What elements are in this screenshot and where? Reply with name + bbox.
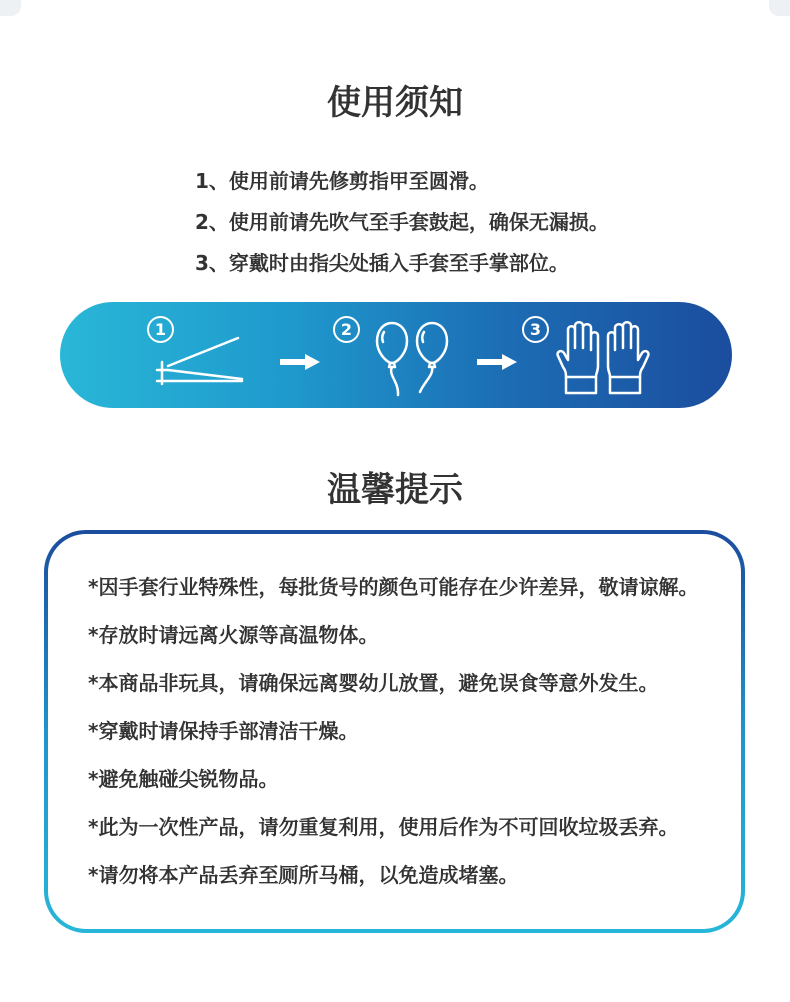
tips-box <box>44 530 745 933</box>
tip-item: *穿戴时请保持手部清洁干燥。 <box>88 719 359 743</box>
corner-decoration-right <box>769 0 790 16</box>
usage-item: 1、使用前请先修剪指甲至圆滑。 <box>195 169 489 193</box>
balloons-icon <box>374 320 452 396</box>
gloves-icon <box>556 318 650 394</box>
tip-item: *请勿将本产品丢弃至厕所马桶，以免造成堵塞。 <box>88 863 519 887</box>
step-number-2: 2 <box>333 316 360 343</box>
tips-list <box>88 573 698 909</box>
arrow-right-icon <box>477 354 517 370</box>
usage-section-title: 使用须知 <box>327 83 463 123</box>
tip-item: *因手套行业特殊性，每批货号的颜色可能存在少许差异，敬请谅解。 <box>88 575 699 599</box>
tips-box-inner <box>48 534 741 929</box>
tip-item: *避免触碰尖锐物品。 <box>88 767 279 791</box>
corner-decoration-left <box>0 0 21 16</box>
tips-section-title: 温馨提示 <box>327 470 463 510</box>
usage-list <box>195 167 609 290</box>
usage-item: 2、使用前请先吹气至手套鼓起，确保无漏损。 <box>195 210 609 234</box>
arrow-right-icon <box>280 354 320 370</box>
tip-item: *本商品非玩具，请确保远离婴幼儿放置，避免误食等意外发生。 <box>88 671 659 695</box>
step-number-3: 3 <box>522 316 549 343</box>
tip-item: *此为一次性产品，请勿重复利用，使用后作为不可回收垃圾丢弃。 <box>88 815 679 839</box>
tip-item: *存放时请远离火源等高温物体。 <box>88 623 379 647</box>
nail-clipper-icon <box>155 336 243 386</box>
steps-banner <box>60 302 732 408</box>
usage-item: 3、穿戴时由指尖处插入手套至手掌部位。 <box>195 251 569 275</box>
step-number-1: 1 <box>147 316 174 343</box>
